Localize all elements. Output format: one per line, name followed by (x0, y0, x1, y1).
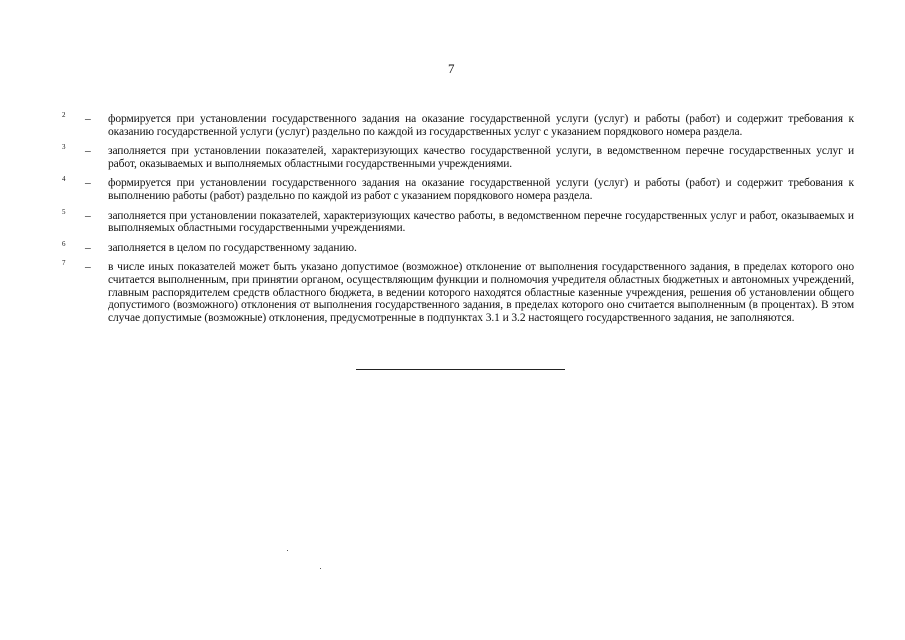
footnote-number: 3 (62, 143, 66, 152)
footnotes-list (0, 113, 905, 331)
footnote-dash: – (85, 113, 91, 125)
footnote (0, 207, 905, 235)
footnote (0, 145, 905, 170)
footnote-dash: – (85, 145, 91, 158)
page-number: 7 (448, 61, 455, 76)
footnote-dash: – (85, 209, 91, 222)
footnote-text: формируется при установлении государственного задания на оказание государственной услуги (услуг) и работы (работ) и содержит требования к оказанию государственной услуги (услуг) раздельно по каждой из государственных услуг с указанием порядкового номера раздела. (108, 113, 854, 138)
footnote-number: 6 (62, 239, 66, 248)
closing-rule (356, 369, 565, 370)
footnote (0, 239, 905, 255)
footnote-dash: – (85, 177, 91, 190)
scan-speck (287, 550, 288, 551)
footnote-dash: – (85, 261, 91, 274)
footnote-number: 2 (62, 111, 66, 119)
footnote-text: заполняется при установлении показателей, характеризующих качество работы, в ведомственном перечне государственных услуг и работ, оказываемых и выполняемых областными государственными учреждениями. (108, 209, 854, 235)
footnote-text: формируется при установлении государственного задания на оказание государственной услуги (услуг) и работы (работ) и содержит требования к выполнению работы (работ) раздельно по каждой из работ с указанием порядкового номера раздела. (108, 177, 854, 202)
footnote (0, 113, 905, 138)
footnote-dash: – (85, 241, 91, 254)
footnote-text: заполняется в целом по государственному заданию. (108, 241, 357, 254)
footnote-text: заполняется при установлении показателей, характеризующих качество государственной услуги, в ведомственном перечне государственных услуг и работ, оказываемых и выполняемых областными государственными учреждениями. (108, 145, 854, 170)
footnote-number: 4 (62, 175, 66, 184)
footnote-text: в числе иных показателей может быть указано допустимое (возможное) отклонение от выполнения государственного задания, в пределах которого оно считается выполненным, при принятии органом, осуществляющим функции и полномочия учредителя областных бюджетных и автономных учреждений, главным распорядителем средств областного бюджета, в ведении которого находятся областные казенные учреждения, решения об установлении общего допустимого (возможного) отклонения от выполнения государственного задания, в пределах которого оно считается выполненным (в процентах). В этом случае допустимые (возможные) отклонения, предусмотренные в подпунктах 3.1 и 3.2 настоящего государственного задания, не заполняются. (108, 261, 854, 324)
footnote-number: 5 (62, 207, 66, 216)
footnote (0, 177, 905, 202)
footnote-number: 7 (62, 259, 66, 268)
scan-speck (320, 568, 321, 569)
footnote (0, 261, 905, 324)
